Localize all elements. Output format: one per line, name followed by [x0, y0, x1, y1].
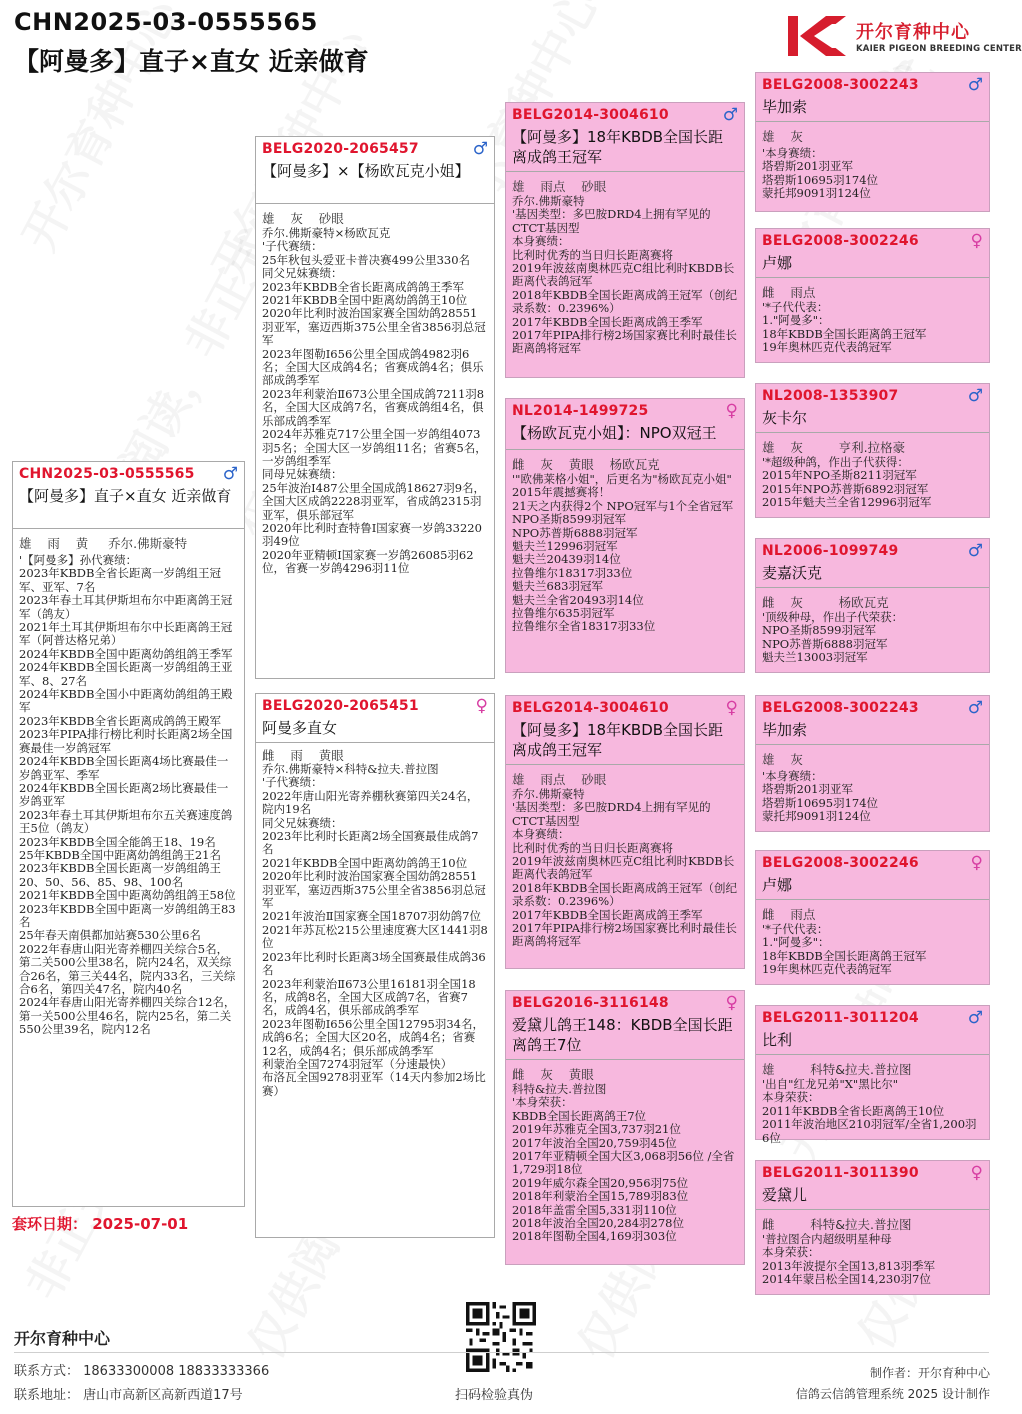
pigeon-record: '"欧佛莱格小姐"，后更名为"杨欧瓦克小姐" 2015年震撼赛将！ 21天之内获得2个 NPO冠军与1个全省冠军 NPO圣斯8599羽冠军 NPO苏普斯6888羽冠军 魁夫兰12996羽冠军 魁夫兰20439羽14位 拉鲁维尔18317羽33位 魁夫兰683羽冠军 魁夫兰全省20493羽14位 拉鲁维尔635羽冠军 拉鲁维尔全省18317羽33位 [512, 472, 734, 634]
pigeon-traits: 雌 雨点 [762, 285, 816, 300]
divider [506, 1059, 744, 1060]
pigeon-record: '顶级种母，作出子代荣获： NPO圣斯8599羽冠军 NPO苏普斯6888羽冠军 魁夫兰13003羽冠军 [762, 610, 904, 665]
ring-number: BELG2011-3011390 [762, 1165, 919, 1181]
great-grandparent-card-6[interactable] [755, 850, 990, 985]
qr-caption: 扫码检验真伪 [455, 1388, 534, 1403]
divider [506, 764, 744, 765]
pigeon-record: 科特&拉夫.普拉图 '本身荣获： KBDB全国长距离鸽王7位 2019年苏雅克全国3,737羽21位 2017年波治全国20,759羽45位 2017年亚精顿全国大区3,068羽56位 /全省1,729羽18位 2019年威尔森全国20,956羽75位 2018年利蒙治全国15,789羽83位 2018年盖雷全国5,331羽110位 2018年波治全国20,284羽278位 2018年图勒全国4,169羽303位 [512, 1082, 735, 1244]
female-icon: ♀ [970, 853, 983, 873]
divider [256, 203, 494, 204]
brand-logo [786, 14, 1022, 60]
pigeon-record: 乔尔.佛斯豪特×杨欧瓦克 '子代赛绩： 25年秋包头爱亚卡普决赛499公里330名 同父兄妹赛绩： 2023年KBDB全省长距离成鸽鸽王季军 2021年KBDB全国中距离幼鸽鸽王10位 2020年比利时波治国家赛全国幼鸽28551羽亚军，塞迈西斯375公里全省3856羽总冠军 2023年图勒I656公里全国成鸽4982羽6名；全国大区成鸽4名；省赛成鸽4名；俱乐部成鸽季军 2023年利蒙治Ⅱ673公里全国成鸽7211羽8名，全国大区成鸽7名，省赛成鸽组4名，俱乐部成鸽季军 2024年苏雅克717公里全国一岁鸽组4073羽5名；全国大区一岁鸽组11名；省赛5名，一岁鸽组季军 同母兄妹赛绩： 25年波治Ⅰ487公里全国成鸽18627羽9名，全国大区成鸽2228羽亚军，省成鸽2315羽亚军，俱乐部冠军 2020年比利时查特鲁I国家赛一岁鸽33220羽49位 2020年亚精顿I国家赛一岁鸽26085羽62位，省赛一岁鸽4296羽11位 [262, 226, 487, 576]
pigeon-traits: 雄 雨点 砂眼 [512, 772, 607, 787]
pigeon-name: 卢娜 [762, 254, 793, 272]
maternal-granddam-card[interactable] [505, 990, 745, 1265]
pigeon-name: 【杨欧瓦克小姐】：NPO双冠王 [512, 424, 717, 442]
pigeon-name: 爱黛儿 [762, 1186, 808, 1204]
ring-number: BELG2008-3002246 [762, 233, 919, 249]
pigeon-traits: 雌 科特&拉夫.普拉图 [762, 1217, 912, 1232]
pigeon-record: '本身赛绩： 塔碧斯201羽亚军 塔碧斯10695羽174位 蒙托邦9091羽124位 [762, 146, 879, 201]
kaier-logo-icon [786, 14, 850, 58]
female-icon: ♀ [725, 401, 738, 421]
subject-pigeon-card[interactable] [12, 461, 245, 1207]
divider [756, 1054, 989, 1055]
pigeon-traits: 雌 雨 黄眼 [262, 748, 344, 763]
sire-card[interactable] [255, 136, 495, 679]
pigeon-name: 阿曼多直女 [262, 719, 338, 737]
footer-brand-name: 开尔育种中心 [14, 1329, 111, 1348]
great-grandparent-card-1[interactable] [755, 72, 990, 212]
divider [756, 432, 989, 433]
pigeon-name: 【阿曼多】×【杨欧瓦克小姐】 [262, 162, 470, 180]
pigeon-name: 毕加索 [762, 721, 808, 739]
pigeon-name: 灰卡尔 [762, 409, 808, 427]
divider [756, 1209, 989, 1210]
pigeon-name: 比利 [762, 1031, 793, 1049]
footer-maker: 制作者：开尔育种中心 [869, 1366, 990, 1380]
pigeon-record: '【阿曼多】孙代赛绩： 2023年KBDB全省长距离一岁鸽组王冠军、亚军、7名 2023年春土耳其伊斯坦布尔中距离鸽王冠军（鸽友） 2021年土耳其伊斯坦布尔中长距离鸽王冠军（阿普达格兄弟） 2024年KBDB全国中距离幼鸽组鸽王季军 2024年KBDB全国长距离一岁鸽组鸽王亚军、8、27名 2024年KBDB全国小中距离幼鸽组鸽王殿军 2023年KBDB全省长距离成鸽鸽王殿军 2023年PIPA排行榜比利时长距离2场全国赛最佳一岁鸽冠军 2024年KBDB全国长距离4场比赛最佳一岁鸽亚军、季军 2024年KBDB全国长距离2场比赛最佳一岁鸽亚军 2023年春土耳其伊斯坦布尔五关赛速度鸽王5位（鸽友） 2023年KBDB全国全能鸽王18、19名 25年KBDB全国中距离幼鸽组鸽王21名 2023年KBDB全国长距离一岁鸽组鸽王20、50、56、85、98、100名 2021年KBDB全国中距离幼鸽组鸽王58位 2023年KBDB全国中距离一岁鸽组鸽王83名 25年春天南俱都加站赛530公里6名 2022年春唐山阳光寄养棚四关综合5名，第二关500公里38名，院内24名，双关综合26名，第三关44名，院内33名，三关综合6名，第四关47名，院内40名 2024年春唐山阳光寄养棚四关综合12名，第一关500公里46名，院内25名，第二关550公里39名，院内12名 [19, 553, 236, 1037]
pigeon-record: '*超级种鸽，作出子代获得： 2015年NPO圣斯8211羽冠军 2015年NPO苏普斯6892羽冠军 2015年魁夫兰全省12996羽冠军 [762, 455, 932, 510]
pigeon-record: 乔尔.佛斯豪特 '基因类型：多巴胺DRD4上拥有罕见的CTCT基因型 本身赛绩： 比利时优秀的当日归长距离赛将 2019年波兹南奥林匹克C组比利时KBDB长距离代表鸽冠军 2018年KBDB全国长距离成鸽王冠军（创纪录系数：0.2396%） 2017年KBDB全国长距离成鸽王季军 2017年PIPA排行榜2场国家赛比利时最佳长距离鸽将冠军 [512, 194, 737, 356]
ring-number: BELG2008-3002246 [762, 855, 919, 871]
ring-number: BELG2014-3004610 [512, 107, 669, 123]
male-icon: ♂ [967, 541, 983, 561]
pigeon-traits: 雌 灰 杨欧瓦克 [762, 595, 889, 610]
divider [756, 277, 989, 278]
pigeon-record: 乔尔.佛斯豪特×科特&拉夫.普拉图 '子代赛绩： 2022年唐山阳光寄养棚秋赛第四关24名，院内19名 同父兄妹赛绩： 2023年比利时长距离2场全国赛最佳成鸽7名 2021年KBDB全国中距离幼鸽鸽王10位 2020年比利时波治国家赛全国幼鸽28551羽亚军，塞迈西斯375公里全省3856羽总冠军 2021年波治Ⅱ国家赛全国18707羽幼鸽7位 2021年苏瓦松215公里速度赛大区1441羽8位 2023年比利时长距离3场全国赛最佳成鸽36名 2023年利蒙治Ⅱ673公里16181羽全国18名，成鸽8名，全国大区成鸽7名，省赛7名，成鸽4名，俱乐部成鸽季军 2023年图勒I656公里全国12795羽34名，成鸽6名；全国大区20名，成鸽4名；省赛12名，成鸽4名；俱乐部成鸽季军 利蒙治全国7274羽冠军（分速最快） 布洛瓦全国9278羽亚军（14天内参加2场比赛） [262, 762, 488, 1098]
male-icon: ♂ [967, 75, 983, 95]
footer-system-credit: 信鸽云信鸽管理系统 2025 设计制作 [795, 1387, 990, 1401]
ring-number: BELG2020-2065451 [262, 698, 419, 714]
footer-address: 联系地址： 唐山市高新区高新西道17号 [14, 1388, 243, 1403]
female-icon: ♀ [970, 1163, 983, 1183]
great-grandparent-card-3[interactable] [755, 383, 990, 518]
maternal-grandsire-card[interactable] [505, 695, 745, 969]
great-grandparent-card-2[interactable] [755, 228, 990, 363]
brand-name: 开尔育种中心 [856, 22, 970, 43]
divider [756, 899, 989, 900]
pigeon-traits: 雌 灰 黄眼 [512, 1067, 594, 1082]
pigeon-name: 毕加索 [762, 98, 808, 116]
great-grandparent-card-4[interactable] [755, 538, 990, 673]
paternal-granddam-card[interactable] [505, 398, 745, 673]
male-icon: ♂ [967, 386, 983, 406]
pigeon-record: '*子代代表： 1."阿曼多"： 18年KBDB全国长距离鸽王冠军 19年奥林匹克代表鸽冠军 [762, 300, 927, 355]
pigeon-traits: 雌 雨点 [762, 907, 816, 922]
footer-contact: 联系方式： 18633300008 18833333366 [14, 1364, 270, 1379]
brand-english-name: KAIER PIGEON BREEDING CENTER [856, 44, 1022, 54]
ring-number: BELG2016-3116148 [512, 995, 669, 1011]
male-icon: ♂ [967, 698, 983, 718]
pigeon-traits: 雄 灰 砂眼 [262, 211, 344, 226]
ring-date: 套环日期： 2025-07-01 [12, 1215, 189, 1233]
ring-number: CHN2025-03-0555565 [19, 466, 195, 482]
pigeon-traits: 雌 灰 黄眼 杨欧瓦克 [512, 457, 660, 472]
dam-card[interactable] [255, 693, 495, 1238]
pigeon-name: 爱黛儿鸽王148：KBDB全国长距离鸽王7位 [512, 1016, 733, 1054]
pigeon-traits: 雄 灰 [762, 752, 803, 767]
paternal-grandsire-card[interactable] [505, 102, 745, 378]
divider [256, 742, 494, 743]
ring-number: BELG2011-3011204 [762, 1010, 919, 1026]
pigeon-traits: 雄 灰 [762, 129, 803, 144]
pigeon-name: 【阿曼多】直子×直女 近亲做育 [19, 487, 232, 505]
divider [756, 744, 989, 745]
ring-number: NL2008-1353907 [762, 388, 899, 404]
male-icon: ♂ [967, 1008, 983, 1028]
pigeon-record: 乔尔.佛斯豪特 '基因类型：多巴胺DRD4上拥有罕见的CTCT基因型 本身赛绩： 比利时优秀的当日归长距离赛将 2019年波兹南奥林匹克C组比利时KBDB长距离代表鸽冠军 2018年KBDB全国长距离成鸽王冠军（创纪录系数：0.2396%） 2017年KBDB全国长距离成鸽王季军 2017年PIPA排行榜2场国家赛比利时最佳长距离鸽将冠军 [512, 787, 737, 949]
pigeon-name: 【阿曼多】18年KBDB全国长距离成鸽王冠军 [512, 128, 724, 166]
divider [506, 171, 744, 172]
pigeon-record: '*子代代表： 1."阿曼多"： 18年KBDB全国长距离鸽王冠军 19年奥林匹克代表鸽冠军 [762, 922, 927, 977]
great-grandparent-card-8[interactable] [755, 1160, 990, 1295]
verification-qr-code[interactable] [466, 1302, 536, 1372]
ring-number: NL2014-1499725 [512, 403, 649, 419]
pigeon-name: 麦嘉沃克 [762, 564, 823, 582]
male-icon: ♂ [722, 105, 738, 125]
ring-number: BELG2008-3002243 [762, 77, 919, 93]
ring-number: BELG2008-3002243 [762, 700, 919, 716]
ring-number: BELG2014-3004610 [512, 700, 669, 716]
pigeon-record: '普拉图合内超级明星种母 本身荣获： 2013年波提尔全国13,813羽季军 2014年蒙吕松全国14,230羽7位 [762, 1232, 936, 1287]
great-grandparent-card-5[interactable] [755, 695, 990, 832]
divider [13, 528, 244, 529]
male-icon: ♂ [472, 139, 488, 159]
pigeon-traits: 雄 雨 黄 乔尔.佛斯豪特 [19, 536, 188, 551]
divider [756, 121, 989, 122]
ring-number: NL2006-1099749 [762, 543, 899, 559]
pigeon-traits: 雄 雨点 砂眼 [512, 179, 607, 194]
divider [756, 587, 989, 588]
female-icon: ♀ [725, 698, 738, 718]
footer-divider [14, 1352, 989, 1353]
female-icon: ♀ [475, 696, 488, 716]
pigeon-name: 卢娜 [762, 876, 793, 894]
female-icon: ♀ [970, 231, 983, 251]
divider [506, 449, 744, 450]
pigeon-record: '本身赛绩： 塔碧斯201羽亚军 塔碧斯10695羽174位 蒙托邦9091羽124位 [762, 769, 879, 824]
male-icon: ♂ [222, 464, 238, 484]
pigeon-traits: 雄 科特&拉夫.普拉图 [762, 1062, 912, 1077]
great-grandparent-card-7[interactable] [755, 1005, 990, 1145]
pigeon-name: 【阿曼多】18年KBDB全国长距离成鸽王冠军 [512, 721, 724, 759]
pedigree-ring-id: CHN2025-03-0555565 [14, 8, 318, 36]
ring-number: BELG2020-2065457 [262, 141, 419, 157]
pigeon-traits: 雄 灰 亨利.拉格豪 [762, 440, 906, 455]
pigeon-record: '出自"红龙兄弟"X"黑比尔" 本身荣获： 2011年KBDB全省长距离鸽王10位 2011年波治地区210羽冠军/全省1,200羽6位 [762, 1077, 977, 1145]
page-title: 【阿曼多】直子×直女 近亲做育 [14, 47, 369, 76]
female-icon: ♀ [725, 993, 738, 1013]
